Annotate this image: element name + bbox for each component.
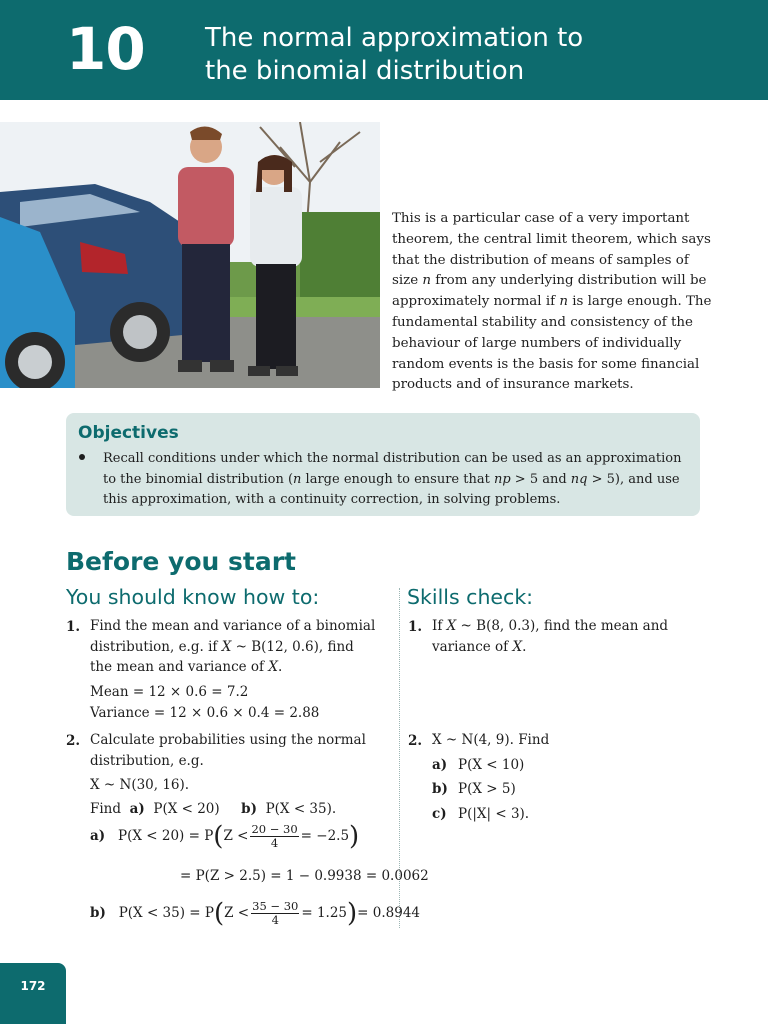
left-item1-b: ~ B(12, 0.6), find the mean and variance of: [90, 638, 354, 675]
solution-a-label: a): [90, 828, 106, 844]
solution-b: b) P(X < 35) = P(Z < $\frac{35 - 30}{4}$ = 1.25)= 0.8944: [90, 898, 421, 929]
solution-b-final: = 0.8944: [357, 905, 421, 921]
right-item1-var-x2: X: [512, 638, 523, 655]
chapter-photo: [0, 122, 380, 388]
chapter-title-line2: the binomial distribution: [205, 56, 525, 86]
intro-text-1: This is a particular case of a very important theorem, the central limit theorem, which says that the distribution of means of samples of size: [392, 211, 711, 289]
left-item1-number: 1.: [66, 619, 81, 635]
solution-b-lhs: P(X < 35) = P: [118, 905, 214, 921]
find-b-text: P(X < 35).: [265, 801, 337, 817]
chapter-header: [0, 0, 768, 100]
right-sub-c-label: c): [432, 806, 447, 822]
left-item1-var-x2: X: [268, 659, 278, 675]
left-item2-number: 2.: [66, 733, 81, 749]
solution-b-label: b): [90, 905, 106, 921]
solution-b-denominator: 4: [271, 913, 279, 927]
left-item1-var-x: X: [221, 638, 232, 655]
right-item1-b: ~ B(8, 0.3), find the mean and variance of: [432, 618, 669, 655]
chapter-title-line1: The normal approximation to: [205, 23, 584, 53]
solution-a-z: Z <: [223, 828, 249, 844]
you-should-know-heading: You should know how to:: [66, 585, 320, 609]
solution-b-fraction: [251, 900, 299, 927]
intro-paragraph: [392, 209, 712, 396]
right-sub-b: [432, 781, 516, 797]
right-item1-text: [432, 616, 682, 657]
objective-var-nq: nq: [570, 471, 588, 487]
left-item1-a: Find the mean and variance of a binomial distribution, e.g. if: [90, 618, 376, 655]
solution-a-denominator: 4: [270, 836, 279, 850]
objectives-title: Objectives: [78, 423, 179, 443]
mean-line: Mean = 12 × 0.6 = 7.2: [90, 684, 249, 700]
solution-a-numerator: 20 − 30: [251, 822, 298, 836]
before-you-start-title: Before you start: [66, 547, 297, 576]
right-item2-number: 2.: [408, 733, 423, 749]
solution-a-fraction: [250, 823, 298, 850]
skills-check-heading: Skills check:: [407, 585, 534, 609]
solution-b-numerator: 35 − 30: [252, 899, 299, 913]
left-item1-c: .: [277, 659, 283, 675]
find-a-label: a): [129, 801, 145, 817]
objective-var-n: n: [293, 471, 302, 487]
right-sub-b-label: b): [432, 781, 448, 797]
solution-a: a) P(X < 20) = P(Z < $\frac{20 - 30}{4}$ = −2.5): [90, 821, 360, 852]
objective-text-b: large enough to ensure that: [301, 471, 494, 487]
objective-text-d: > 5), and use this approximation, with a continuity correction, in solving problems.: [103, 471, 680, 507]
right-item1-a: If: [432, 618, 447, 634]
photo-car-accident-icon: [0, 122, 380, 388]
objective-text-a: Recall conditions under which the normal distribution can be used as an approximation to the binomial distribution (: [103, 451, 682, 487]
objective-text: [103, 449, 693, 511]
intro-text-3: is large enough. The fundamental stability and consistency of the behaviour of large numbers of individually random events is the basis for some financial products and of insurance markets.: [392, 294, 712, 393]
variance-line: Variance = 12 × 0.6 × 0.4 = 2.88: [90, 705, 320, 721]
solution-b-z: Z <: [224, 905, 250, 921]
right-sub-a-text: P(X < 10): [458, 757, 525, 773]
right-item1-var-x: X: [446, 618, 457, 634]
solution-a-line2: = P(Z > 2.5) = 1 − 0.9938 = 0.0062: [180, 868, 429, 884]
intro-text-2: from any underlying distribution will be approximately normal if: [392, 273, 707, 310]
chapter-title: [205, 22, 583, 88]
find-line: [90, 799, 336, 819]
find-a-text: P(X < 20): [153, 801, 220, 817]
chapter-number: 10: [66, 15, 145, 83]
right-item1-c: .: [522, 638, 527, 655]
right-item2-text: X ~ N(4, 9). Find: [432, 732, 550, 748]
right-sub-c: [432, 806, 529, 822]
intro-var-n2: n: [559, 294, 568, 310]
left-item2-text: Calculate probabilities using the normal distribution, e.g.: [90, 732, 366, 769]
intro-var-n1: n: [422, 273, 432, 289]
objective-var-np: np: [493, 471, 511, 487]
page-number-tab: [0, 963, 66, 1024]
page-number: 172: [20, 979, 46, 993]
objectives-box: [66, 413, 700, 516]
objective-text-c: > 5 and: [510, 471, 571, 487]
right-sub-a: [432, 757, 524, 773]
solution-b-result: = 1.25: [301, 905, 348, 921]
find-label: Find: [90, 801, 122, 817]
left-item2-dist: X ~ N(30, 16).: [90, 777, 190, 793]
right-sub-a-label: a): [432, 757, 448, 773]
solution-a-result: = −2.5: [300, 828, 350, 844]
right-item1-number: 1.: [408, 619, 423, 635]
right-sub-b-text: P(X > 5): [458, 781, 516, 797]
right-sub-c-text: P(|X| < 3).: [458, 806, 530, 822]
bullet-icon: [79, 454, 85, 460]
find-b-label: b): [241, 801, 257, 817]
solution-a-lhs: P(X < 20) = P: [118, 828, 214, 844]
left-item1-text: [90, 616, 380, 678]
